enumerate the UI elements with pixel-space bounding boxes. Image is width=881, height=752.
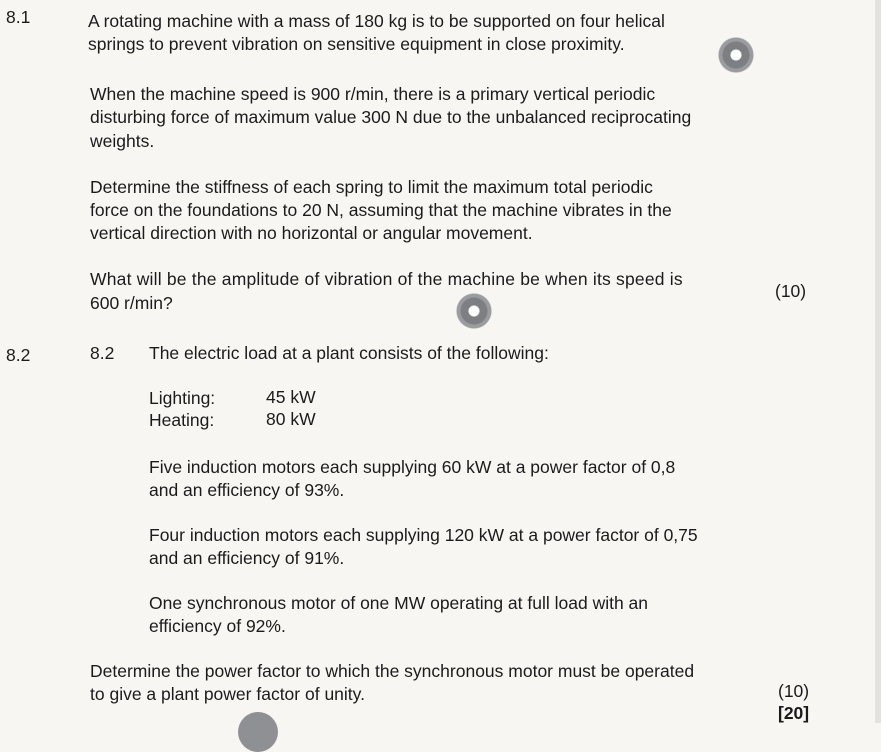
q82-paragraph-2-line-2: and an efficiency of 91%. [149, 548, 345, 568]
q82-paragraph-1-line-1: Five induction motors each supplying 60 kW at a power factor of 0,8 [149, 457, 676, 477]
punch-hole-icon [718, 37, 754, 73]
q81-paragraph-4-line-2: 600 r/min? [90, 293, 173, 313]
q81-marks: (10) [775, 281, 807, 301]
q82-paragraph-3-line-1: One synchronous motor of one MW operating at full load with an [149, 593, 649, 613]
punch-hole-icon [238, 712, 278, 752]
q82-paragraph-4-line-1: Determine the power factor to which the synchronous motor must be operated [90, 661, 695, 681]
q81-paragraph-3-line-2: force on the foundations to 20 N, assuming that the machine vibrates in the [90, 200, 672, 220]
q82-paragraph-1-line-2: and an efficiency of 93%. [149, 480, 345, 500]
load-value-heating: 80 kW [266, 409, 316, 429]
q82-paragraph-2-line-1: Four induction motors each supplying 120 kW at a power factor of 0,75 [149, 525, 698, 545]
q82-paragraph-4-line-2: to give a plant power factor of unity. [90, 684, 365, 704]
q82-paragraph-3-line-2: efficiency of 92%. [149, 616, 286, 636]
q82-marks: (10) [778, 681, 810, 701]
question-total-marks: [20] [778, 703, 810, 723]
q81-paragraph-2-line-3: weights. [90, 131, 155, 151]
load-value-lighting: 45 kW [266, 387, 316, 407]
page-edge-shadow [875, 0, 881, 723]
q81-paragraph-1-line-2: springs to prevent vibration on sensitive equipment in close proximity. [88, 34, 625, 54]
q81-paragraph-2-line-2: disturbing force of maximum value 300 N due to the unbalanced reciprocating [90, 107, 692, 127]
question-number-8-2-margin: 8.2 [6, 345, 31, 365]
question-number-8-1: 8.1 [6, 7, 31, 27]
q81-paragraph-4-line-1: What will be the amplitude of vibration of the machine be when its speed is [90, 269, 683, 289]
q81-paragraph-2-line-1: When the machine speed is 900 r/min, there is a primary vertical periodic [90, 84, 656, 104]
question-number-8-2: 8.2 [90, 343, 115, 363]
q81-paragraph-3-line-3: vertical direction with no horizontal or angular movement. [90, 223, 533, 243]
q82-intro: The electric load at a plant consists of the following: [149, 343, 549, 363]
q81-paragraph-3-line-1: Determine the stiffness of each spring to limit the maximum total periodic [90, 177, 653, 197]
load-label-heating: Heating: [149, 410, 215, 430]
load-label-lighting: Lighting: [149, 388, 216, 408]
q81-paragraph-1-line-1: A rotating machine with a mass of 180 kg is to be supported on four helical [88, 11, 665, 31]
punch-hole-icon [456, 293, 492, 329]
